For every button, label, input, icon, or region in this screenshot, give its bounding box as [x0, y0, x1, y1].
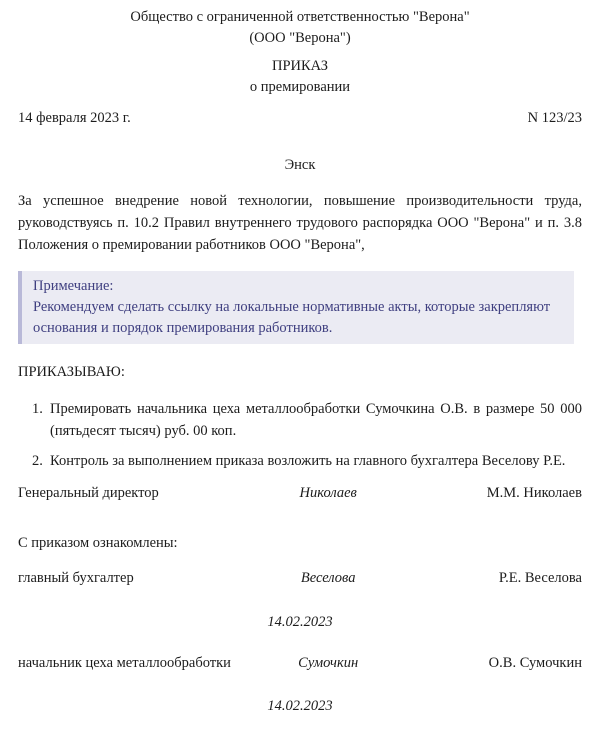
order-item-1-text: Премировать начальника цеха металлообработки Сумочкина О.В. в размере 50 000 (пятьдесят тысяч) руб. 00 коп. — [50, 401, 582, 439]
ack-1-position: главный бухгалтер — [18, 570, 134, 586]
acknowledgement-row-2 — [18, 653, 582, 674]
ack-2-signature: Сумочкин — [298, 655, 359, 671]
director-signature-row — [18, 483, 582, 504]
ack-1-date: 14.02.2023 — [267, 614, 333, 630]
order-item-2-number: 2. — [32, 453, 43, 469]
order-item-2-text: Контроль за выполнением приказа возложить на главного бухгалтера Веселову Р.Е. — [50, 453, 566, 469]
ack-1-signature: Веселова — [300, 570, 356, 586]
director-signature: Николаев — [299, 485, 357, 501]
doc-subtitle: о премировании — [249, 79, 351, 95]
acknowledgement-row-1 — [18, 568, 582, 589]
note-callout-box — [18, 271, 574, 344]
preamble-paragraph: За успешное внедрение новой технологии, повышение производительности труда, руководствуясь п. 10.2 Правил внутреннего трудового распорядка ООО "Верона" и п. 3.8 Положения о премировании работников ООО "Верона", — [18, 193, 582, 253]
director-name: М.М. Николаев — [486, 485, 582, 501]
note-label: Примечание: — [33, 278, 114, 294]
ack-2-name: О.В. Сумочкин — [488, 655, 582, 671]
order-item-1-number: 1. — [32, 401, 43, 417]
director-position: Генеральный директор — [18, 485, 159, 501]
doc-number: N 123/23 — [527, 110, 582, 126]
order-items-list — [18, 398, 582, 472]
order-item-2 — [18, 450, 582, 472]
note-text: Рекомендуем сделать ссылку на локальные нормативные акты, которые закрепляют основания и порядок премирования работников. — [33, 299, 551, 336]
doc-title: ПРИКАЗ — [271, 58, 329, 74]
ack-2-position: начальник цеха металлообработки — [18, 655, 231, 671]
acknowledged-label: С приказом ознакомлены: — [18, 535, 178, 551]
order-item-1 — [18, 398, 582, 442]
ack-1-name: Р.Е. Веселова — [498, 570, 582, 586]
date-number-row — [18, 108, 582, 129]
ack-2-date: 14.02.2023 — [267, 698, 333, 714]
org-name-full: Общество с ограниченной ответственностью "Верона" — [130, 9, 470, 25]
doc-date: 14 февраля 2023 г. — [18, 110, 131, 126]
org-name-short: (ООО "Верона") — [249, 30, 351, 46]
resolution-word: ПРИКАЗЫВАЮ: — [18, 364, 125, 380]
doc-city: Энск — [284, 157, 316, 173]
